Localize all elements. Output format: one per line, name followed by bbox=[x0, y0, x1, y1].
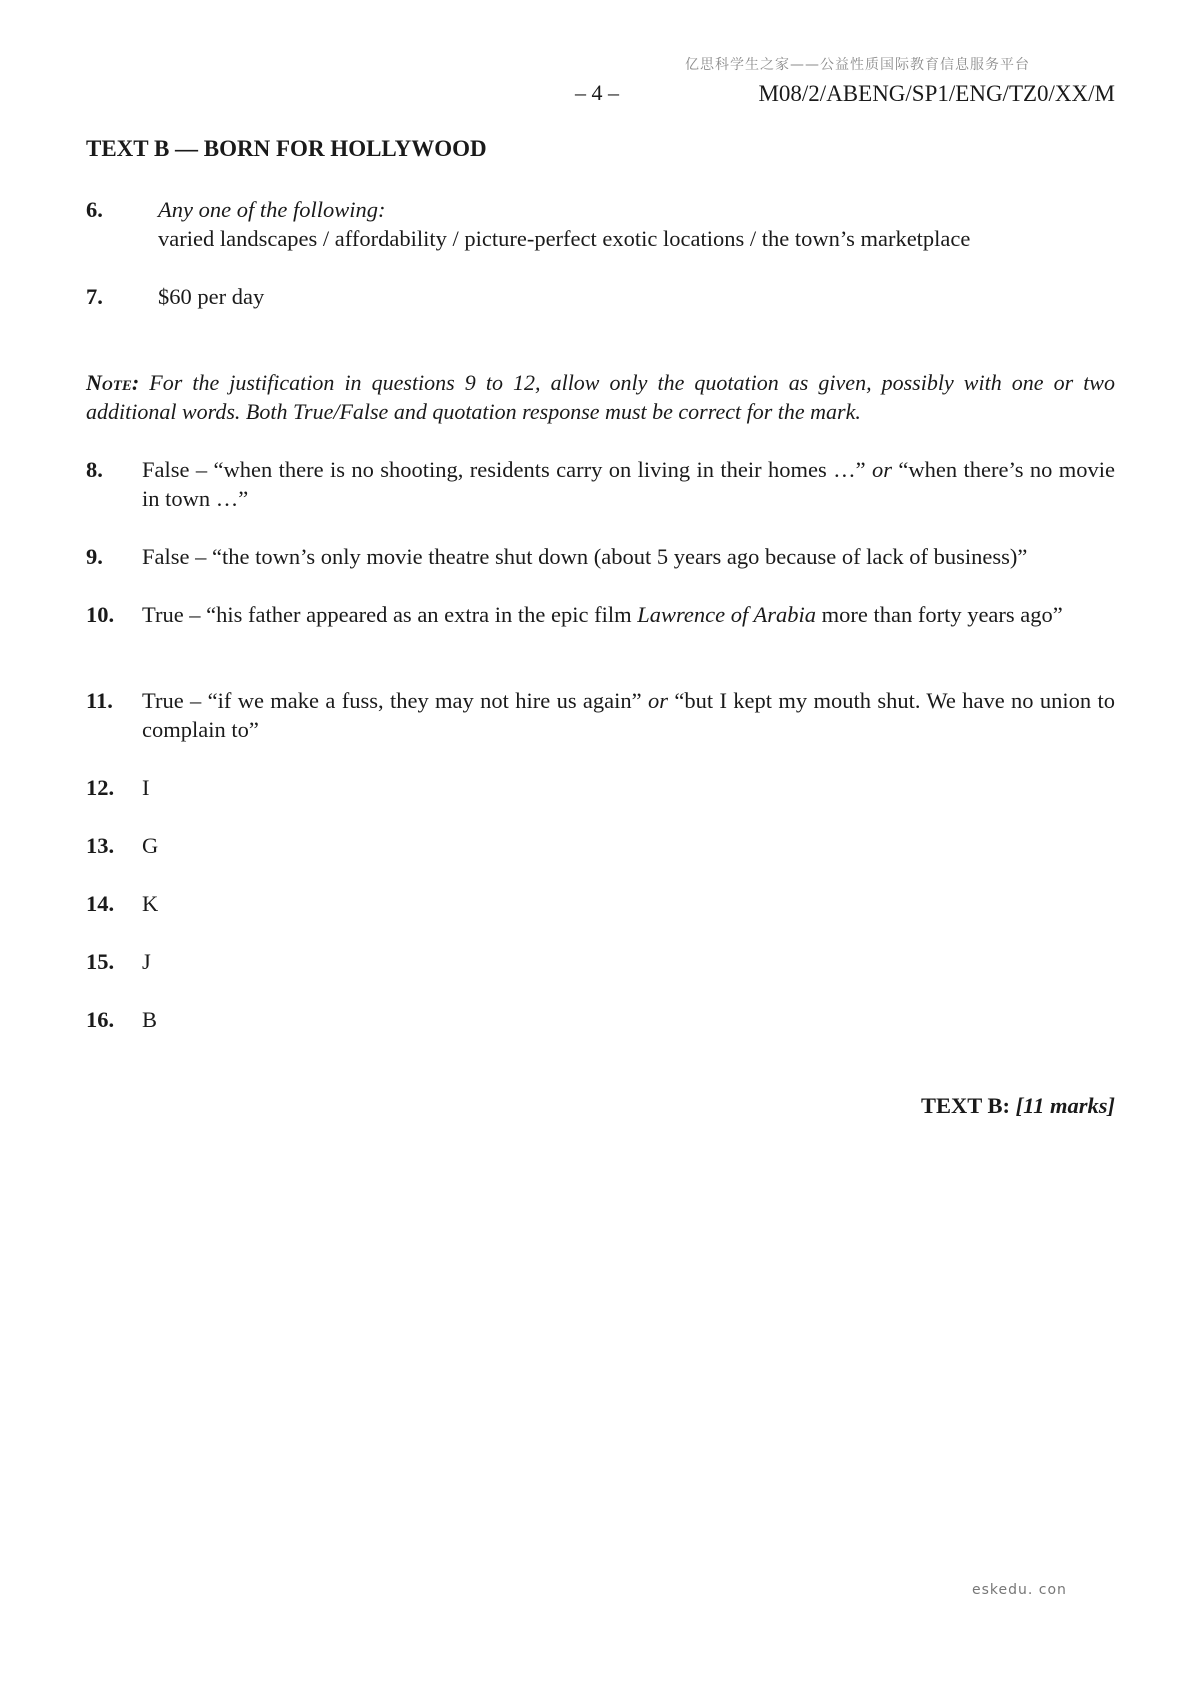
total-marks: [11 marks] bbox=[1015, 1093, 1115, 1118]
question-15 bbox=[86, 947, 1115, 976]
answer-text: “when there’s no movie in town …” bbox=[142, 457, 1116, 511]
question-7 bbox=[86, 282, 1115, 311]
answer-text: B bbox=[142, 1007, 158, 1032]
question-6 bbox=[86, 195, 1115, 253]
answer-text: “but I kept my mouth shut. We have no union to complain to” bbox=[142, 688, 1115, 742]
question-16 bbox=[86, 1005, 1115, 1034]
watermark-text: 亿思科学生之家——公益性质国际教育信息服务平台 bbox=[685, 57, 1030, 73]
marking-note bbox=[86, 368, 1115, 426]
question-number: 10. bbox=[86, 602, 115, 627]
answer-text: I bbox=[142, 775, 150, 800]
question-number: 15. bbox=[86, 949, 115, 974]
question-number: 14. bbox=[86, 891, 115, 916]
question-number: 11. bbox=[86, 688, 113, 713]
answer-text: G bbox=[142, 833, 159, 858]
question-number: 16. bbox=[86, 1007, 115, 1032]
question-14 bbox=[86, 889, 1115, 918]
question-number: 7. bbox=[86, 284, 103, 309]
or-connector: or bbox=[872, 457, 893, 482]
answer-text: K bbox=[142, 891, 159, 916]
answer-text: more than forty years ago” bbox=[815, 602, 1063, 627]
question-8 bbox=[86, 455, 1115, 513]
question-intro: Any one of the following: bbox=[158, 197, 386, 222]
question-answer bbox=[142, 686, 1115, 744]
question-9 bbox=[86, 542, 1115, 571]
section-title: TEXT B — BORN FOR HOLLYWOOD bbox=[86, 136, 487, 161]
answer-text: varied landscapes / affordability / picture-perfect exotic locations / the town’s marketplace bbox=[158, 226, 971, 251]
total-label: TEXT B: bbox=[920, 1093, 1016, 1118]
section-total bbox=[921, 1093, 1115, 1119]
or-connector: or bbox=[648, 688, 669, 713]
question-answer bbox=[158, 195, 1115, 253]
answer-text: False – “the town’s only movie theatre shut down (about 5 years ago because of lack of business)” bbox=[142, 544, 1028, 569]
answer-text: True – “if we make a fuss, they may not hire us again” bbox=[142, 688, 648, 713]
question-10 bbox=[86, 600, 1115, 629]
footer-site: eskedu. con bbox=[972, 1582, 1067, 1598]
film-title: Lawrence of Arabia bbox=[637, 602, 816, 627]
question-answer bbox=[142, 600, 1115, 629]
question-number: 6. bbox=[86, 197, 103, 222]
answer-text: $60 per day bbox=[158, 284, 265, 309]
question-number: 8. bbox=[86, 457, 103, 482]
answer-text: True – “his father appeared as an extra in the epic film bbox=[142, 602, 638, 627]
question-12 bbox=[86, 773, 1115, 802]
note-label: Note: bbox=[86, 370, 140, 395]
note-text: For the justification in questions 9 to 12, allow only the quotation as given, possibly with one or two additional words. Both True/False and quotation response must be correct for the mark. bbox=[86, 370, 1115, 424]
question-answer bbox=[142, 455, 1115, 513]
page-number: – 4 – bbox=[575, 80, 619, 105]
question-number: 12. bbox=[86, 775, 115, 800]
question-13 bbox=[86, 831, 1115, 860]
paper-code: M08/2/ABENG/SP1/ENG/TZ0/XX/M bbox=[758, 81, 1115, 106]
answer-text: J bbox=[142, 949, 151, 974]
answer-text: False – “when there is no shooting, residents carry on living in their homes …” bbox=[142, 457, 873, 482]
question-11 bbox=[86, 686, 1115, 744]
question-number: 9. bbox=[86, 544, 103, 569]
question-number: 13. bbox=[86, 833, 115, 858]
